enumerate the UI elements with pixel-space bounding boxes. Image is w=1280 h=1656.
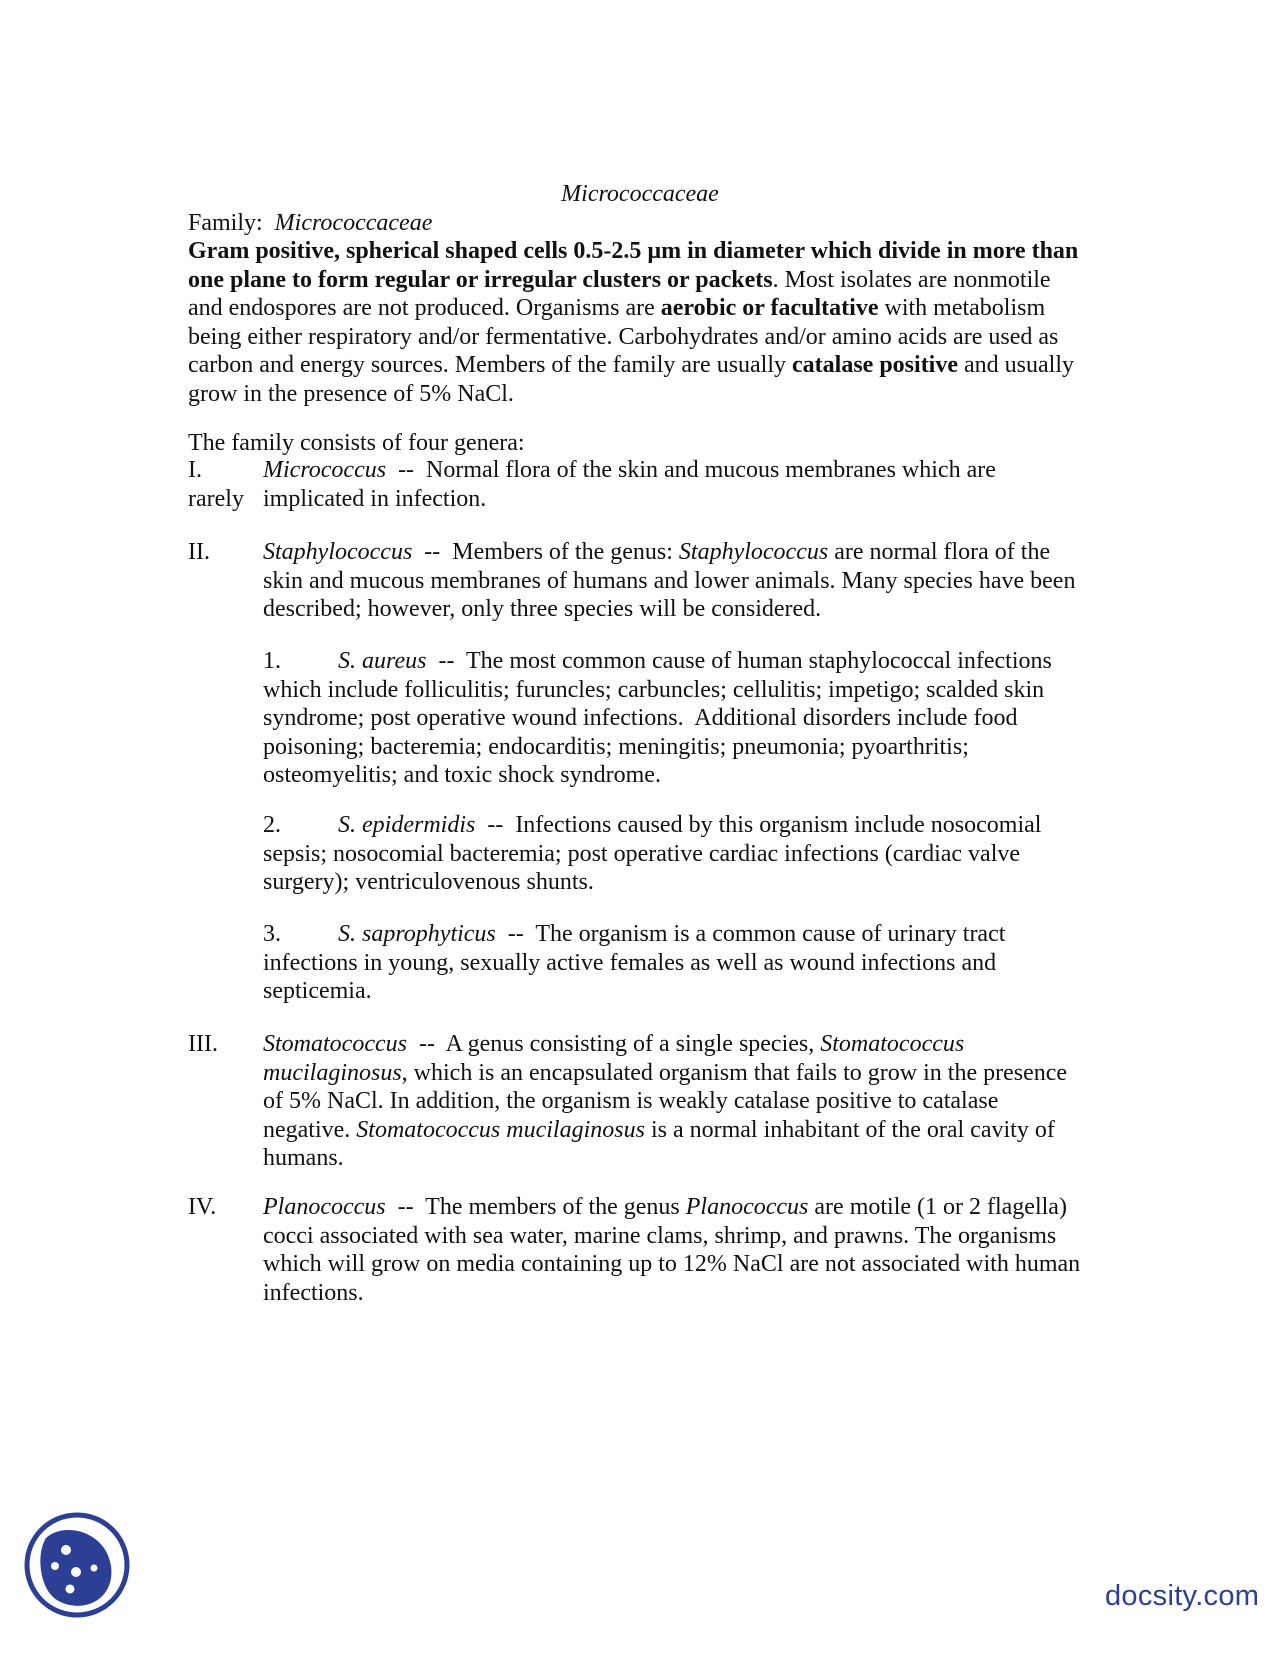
genus-text: , which is an encapsulated organism that fails to grow in the presence of 5% NaCl. In addition, the organism is weakly catalase positive to catalase negative. <box>263 1059 1068 1143</box>
docsity-logo-icon[interactable] <box>22 1510 132 1620</box>
genus-micrococcus-heading <box>263 456 996 485</box>
genus-name: Staphylococcus <box>263 539 413 565</box>
genus-stomatococcus-text <box>263 1030 1088 1173</box>
genus-number: II. <box>188 539 210 565</box>
genus-text: -- The members of the genus <box>385 1194 686 1220</box>
genus-text: -- A genus consisting of a single species, <box>406 1031 821 1057</box>
species-text: -- Infections caused by this organism include nosocomial sepsis; nosocomial bacteremia; post operative cardiac infections (cardiac valve surgery); ventriculovenous shunts. <box>263 812 1048 896</box>
species-aureus <box>263 647 1088 790</box>
genus-name: Stomatococcus <box>263 1031 407 1057</box>
genus-staphylococcus <box>188 538 1088 624</box>
species-epidermidis <box>263 811 1088 897</box>
intro-text-2: with metabolism being either respiratory and/or fermentative. Carbohydrates and/or amino acids are used as carbon and energy sources. Members of the family are usually <box>188 295 1059 379</box>
genera-intro: The family consists of four genera: <box>188 430 525 456</box>
intro-bold-description: Gram positive, spherical shaped cells 0.5-2.5 µm in diameter which divide in more than one plane to form regular or irregular clusters or packets <box>188 238 1079 293</box>
species-name: S. aureus <box>338 648 427 674</box>
family-name: Micrococcaceae <box>274 210 433 236</box>
genus-text: implicated in infection. <box>263 485 487 512</box>
species-number: 1. <box>263 648 281 674</box>
intro-paragraph <box>188 237 1088 409</box>
intro-bold-aerobic: aerobic or facultative <box>660 295 879 322</box>
docsity-brand-link[interactable]: docsity.com <box>1105 1580 1260 1612</box>
genus-staphylococcus-text <box>263 538 1088 624</box>
genus-planococcus-text <box>263 1193 1088 1307</box>
genus-micrococcus <box>188 456 1088 513</box>
genus-text: are normal flora of the skin and mucous membranes of humans and lower animals. Many species have been described; however, only three species will be considered. <box>263 539 1076 623</box>
species-name: S. saprophyticus <box>338 921 496 947</box>
genus-text: is a normal inhabitant of the oral cavity of humans. <box>263 1116 1055 1172</box>
genus-name: Micrococcus <box>263 457 387 483</box>
species-text: -- The most common cause of human staphylococcal infections which include folliculitis; furuncles; carbuncles; cellulitis; impetigo; scalded skin syndrome; post operative wound infections. Additional disorders include food poisoning; bacteremia; endocarditis; meningitis; pneumonia; pyoarthritis; osteomyelitis; and toxic shock syndrome. <box>263 648 1058 789</box>
genus-number: III. <box>188 1031 218 1057</box>
genus-text: -- Normal flora of the skin and mucous membranes which are <box>386 457 996 483</box>
species-text: -- The organism is a common cause of urinary tract infections in young, sexually active females as well as wound infections and septicemia. <box>263 921 1012 1005</box>
genus-text: are motile (1 or 2 flagella) cocci associated with sea water, marine clams, shrimp, and prawns. The organisms which will grow on media containing up to 12% NaCl are not associated with human infections. <box>263 1194 1081 1306</box>
genus-name-inline: Stomatococcus mucilaginosus <box>356 1116 645 1143</box>
genus-micrococcus-line-2 <box>188 485 1088 514</box>
species-name: S. epidermidis <box>338 812 476 838</box>
genus-name-inline: Planococcus <box>685 1194 809 1220</box>
family-label: Family: <box>188 210 263 236</box>
genus-text: -- Members of the genus: <box>412 539 679 565</box>
intro-text-1: . Most isolates are nonmotile and endospores are not produced. Organisms are <box>188 266 1051 322</box>
genus-planococcus <box>188 1193 1088 1307</box>
family-line <box>188 209 1088 238</box>
genus-number: IV. <box>188 1194 217 1220</box>
genus-name-inline: Staphylococcus <box>678 539 829 565</box>
genus-number: I. <box>188 457 202 483</box>
genus-name: Planococcus <box>263 1194 386 1220</box>
genus-name-inline: Stomatococcus mucilaginosus <box>263 1031 965 1086</box>
genus-micrococcus-line-1 <box>188 456 1088 485</box>
genus-text-lead: rarely <box>188 485 244 512</box>
species-number: 3. <box>263 921 281 947</box>
species-number: 2. <box>263 812 281 838</box>
genus-stomatococcus <box>188 1030 1088 1173</box>
intro-text-3: and usually grow in the presence of 5% NaCl. <box>188 352 1074 407</box>
species-saprophyticus <box>263 920 1088 1006</box>
document-title: Micrococcaceae <box>561 181 719 207</box>
intro-bold-catalase: catalase positive <box>792 352 959 379</box>
